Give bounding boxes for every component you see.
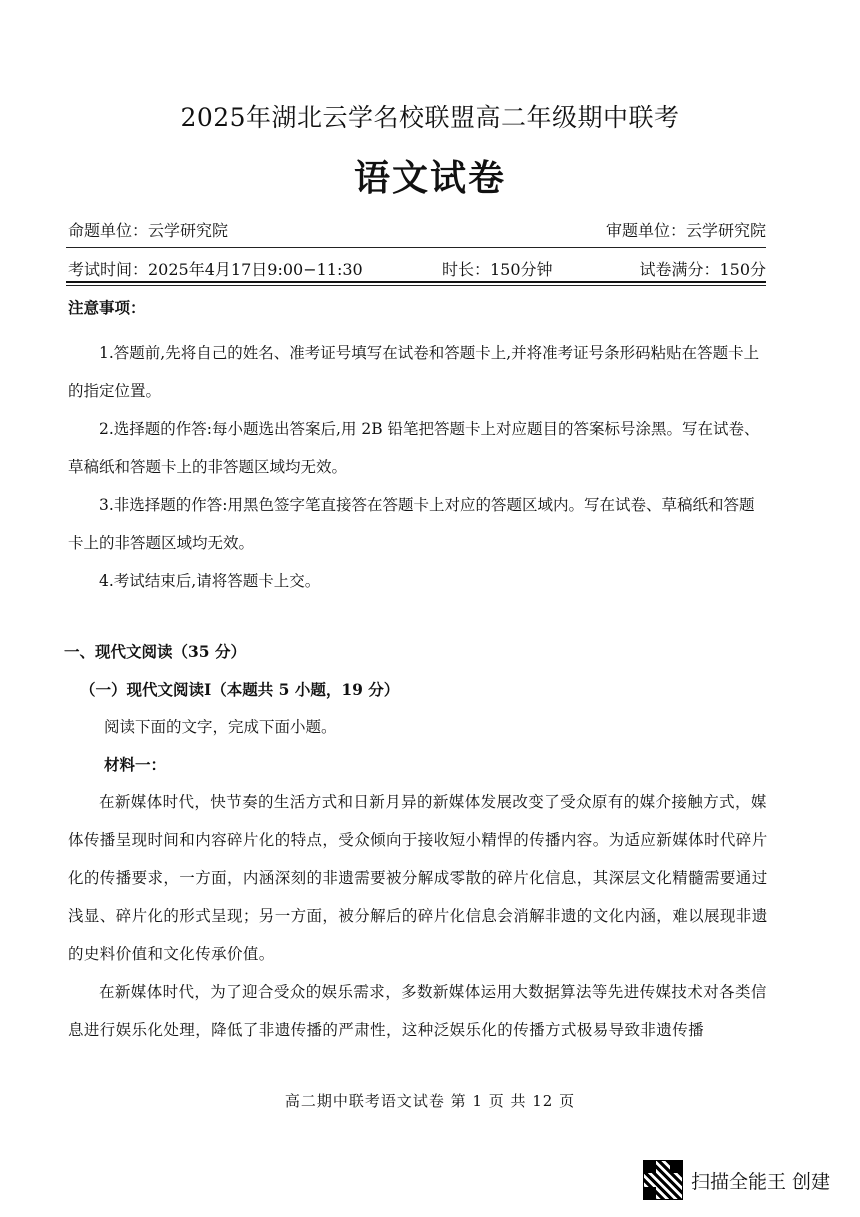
notice-item: 1.答题前,先将自己的姓名、准考证号填写在试卷和答题卡上,并将准考证号条形码粘贴在答题卡上的指定位置。: [68, 344, 760, 400]
qr-code-icon: [643, 1160, 683, 1200]
paragraph: 在新媒体时代，为了迎合受众的娱乐需求，多数新媒体运用大数据算法等先进传媒技术对各类信息进行娱乐化处理，降低了非遗传播的严肃性，这种泛娱乐化的传播方式极易导致非遗传播: [68, 983, 767, 1039]
setter-unit: 命题单位：云学研究院: [68, 221, 229, 240]
paper-subtitle: 语文试卷: [353, 157, 506, 199]
divider: [66, 285, 766, 286]
scanner-watermark: [643, 1160, 830, 1200]
material-label: 材料一：: [104, 755, 167, 774]
divider: [66, 247, 766, 248]
notice-heading: 注意事项：: [68, 298, 146, 317]
full-score: 试卷满分：150分: [639, 260, 766, 279]
reviewer-unit: 审题单位：云学研究院: [605, 221, 766, 240]
notice-item: 4.考试结束后,请将答题卡上交。: [99, 572, 321, 590]
watermark-text: 扫描全能王 创建: [691, 1170, 831, 1193]
notice-item: 2.选择题的作答:每小题选出答案后,用 2B 铅笔把答题卡上对应题目的答案标号涂黑。写在试卷、草稿纸和答题卡上的非答题区域均无效。: [68, 420, 760, 476]
exam-duration: 时长：150分钟: [442, 260, 553, 279]
divider: [66, 281, 766, 283]
notice-item: 3.非选择题的作答:用黑色签字笔直接答在答题卡上对应的答题区域内。写在试卷、草稿纸和答题卡上的非答题区域均无效。: [68, 496, 755, 552]
exam-time: 考试时间：2025年4月17日9:00−11:30: [68, 260, 363, 279]
instruction: 阅读下面的文字，完成下面小题。: [104, 718, 337, 736]
paragraph: 在新媒体时代，快节奏的生活方式和日新月异的新媒体发展改变了受众原有的媒介接触方式，媒体传播呈现时间和内容碎片化的特点，受众倾向于接收短小精悍的传播内容。为适应新媒体时代碎片化的传播要求，一方面，内涵深刻的非遗需要被分解成零散的碎片化信息，其深层文化精髓需要通过浅显、碎片化的形式呈现；另一方面，被分解后的碎片化信息会消解非遗的文化内涵，难以展现非遗的史料价值和文化传承价值。: [68, 793, 768, 963]
section-title: 一、现代文阅读（35 分）: [64, 642, 246, 661]
subsection-title: （一）现代文阅读Ⅰ（本题共 5 小题，19 分）: [80, 680, 400, 699]
exam-title: 2025年湖北云学名校联盟高二年级期中联考: [180, 103, 680, 132]
page-footer: 高二期中联考语文试卷 第 1 页 共 12 页: [284, 1092, 576, 1110]
